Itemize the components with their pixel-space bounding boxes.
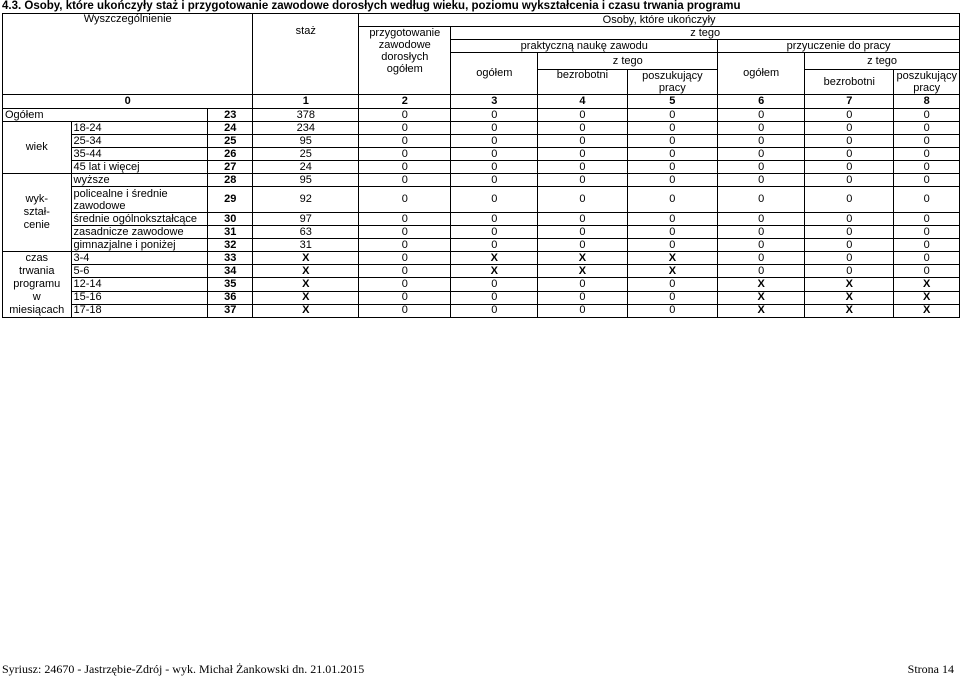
table-row (3, 187, 960, 213)
header-ogolem-przyuczenie: ogółem (718, 53, 805, 95)
cell: 95 (253, 174, 359, 187)
table-row (3, 304, 960, 317)
cell: 0 (451, 174, 538, 187)
cell: 0 (451, 135, 538, 148)
header-osoby: Osoby, które ukończyły (359, 14, 960, 27)
cell: 0 (359, 226, 451, 239)
cell: 0 (627, 109, 718, 122)
page-title: 4.3. Osoby, które ukończyły staż i przygotowanie zawodowe dorosłych według wieku, poziomu wykształcenia i czasu trwania programu (2, 0, 741, 12)
cell: X (894, 278, 960, 291)
cell: X (627, 252, 718, 265)
row-number: 25 (208, 135, 253, 148)
footer-author: Syriusz: 24670 - Jastrzębie-Zdrój - wyk. Michał Żankowski dn. 21.01.2015 (2, 662, 365, 676)
cell: X (253, 291, 359, 304)
row-number: 31 (208, 226, 253, 239)
group-label-czas-trwania: czas trwania programu w miesiącach (3, 252, 72, 318)
cell: 0 (538, 291, 627, 304)
cell: 0 (718, 252, 805, 265)
header-bezrobotni-praktyczna: bezrobotni (538, 70, 627, 95)
cell: 0 (451, 148, 538, 161)
cell: 0 (894, 265, 960, 278)
table-row (3, 252, 960, 265)
cell: 0 (538, 304, 627, 317)
row-label: 15-16 (71, 291, 208, 304)
table-row (3, 226, 960, 239)
cell: 0 (359, 135, 451, 148)
cell: 0 (805, 174, 894, 187)
cell: 0 (894, 122, 960, 135)
header-ogolem-praktyczna: ogółem (451, 53, 538, 95)
cell: 0 (805, 122, 894, 135)
cell: 0 (894, 135, 960, 148)
row-number: 27 (208, 161, 253, 174)
header-z-tego-praktyczna: z tego (538, 53, 718, 70)
table-row (3, 278, 960, 291)
header-bezrobotni-przyuczenie: bezrobotni (805, 70, 894, 95)
cell: 24 (253, 161, 359, 174)
column-number: 2 (359, 95, 451, 109)
cell: 0 (894, 174, 960, 187)
cell: 0 (805, 239, 894, 252)
cell: X (253, 252, 359, 265)
header-z-tego: z tego (451, 27, 960, 40)
cell: 97 (253, 213, 359, 226)
cell: 0 (538, 213, 627, 226)
cell: 0 (627, 187, 718, 213)
cell: 0 (538, 135, 627, 148)
row-label: 5-6 (71, 265, 208, 278)
cell: 92 (253, 187, 359, 213)
column-number: 7 (805, 95, 894, 109)
cell: 0 (627, 135, 718, 148)
cell: 0 (538, 239, 627, 252)
cell: 0 (359, 148, 451, 161)
column-number-row (3, 95, 960, 109)
column-number: 6 (718, 95, 805, 109)
cell: 0 (451, 213, 538, 226)
cell: 0 (538, 174, 627, 187)
cell: 0 (359, 278, 451, 291)
row-number: 23 (208, 109, 253, 122)
cell: 31 (253, 239, 359, 252)
cell: 0 (627, 122, 718, 135)
cell: 0 (805, 109, 894, 122)
row-label: 45 lat i więcej (71, 161, 208, 174)
cell: X (627, 265, 718, 278)
cell: 0 (538, 122, 627, 135)
row-label: średnie ogólnokształcące (71, 213, 208, 226)
cell: 0 (805, 226, 894, 239)
cell: X (538, 265, 627, 278)
cell: 63 (253, 226, 359, 239)
table-row (3, 213, 960, 226)
cell: 0 (627, 148, 718, 161)
cell: 0 (718, 122, 805, 135)
cell: X (805, 278, 894, 291)
cell: 0 (451, 304, 538, 317)
row-label-ogolem: Ogółem (3, 109, 208, 122)
cell: X (253, 278, 359, 291)
cell: X (805, 291, 894, 304)
cell: 0 (718, 148, 805, 161)
row-label: 12-14 (71, 278, 208, 291)
cell: 0 (805, 135, 894, 148)
cell: 0 (805, 252, 894, 265)
cell: 0 (805, 265, 894, 278)
header-poszukujacy-praktyczna: poszukujący pracy (627, 70, 718, 95)
cell: 0 (627, 161, 718, 174)
cell: 0 (538, 148, 627, 161)
cell: 0 (538, 278, 627, 291)
header-staz: staż (253, 14, 359, 95)
table-row (3, 239, 960, 252)
cell: 0 (538, 109, 627, 122)
row-number: 35 (208, 278, 253, 291)
cell: X (451, 265, 538, 278)
cell: X (718, 278, 805, 291)
cell: 0 (451, 161, 538, 174)
cell: 0 (451, 226, 538, 239)
cell: 0 (359, 213, 451, 226)
header-przyuczenie: przyuczenie do pracy (718, 40, 960, 53)
table-row (3, 109, 960, 122)
cell: 0 (538, 187, 627, 213)
cell: X (718, 291, 805, 304)
cell: 0 (627, 226, 718, 239)
cell: 0 (627, 174, 718, 187)
header-poszukujacy-przyuczenie: poszukujący pracy (894, 70, 960, 95)
row-number: 28 (208, 174, 253, 187)
cell: 0 (805, 187, 894, 213)
cell: 0 (894, 252, 960, 265)
header-z-tego-przyuczenie: z tego (805, 53, 960, 70)
cell: 0 (805, 161, 894, 174)
table-row (3, 122, 960, 135)
cell: 25 (253, 148, 359, 161)
row-number: 36 (208, 291, 253, 304)
column-number: 1 (253, 95, 359, 109)
header-przygotowanie: przygotowanie zawodowe dorosłych ogółem (359, 27, 451, 95)
cell: X (805, 304, 894, 317)
row-label: zasadnicze zawodowe (71, 226, 208, 239)
cell: 0 (359, 252, 451, 265)
row-label: gimnazjalne i poniżej (71, 239, 208, 252)
cell: 0 (718, 161, 805, 174)
column-number: 5 (627, 95, 718, 109)
cell: 0 (894, 109, 960, 122)
cell: 0 (359, 265, 451, 278)
cell: 0 (359, 174, 451, 187)
cell: 0 (451, 187, 538, 213)
cell: 0 (894, 226, 960, 239)
row-number: 37 (208, 304, 253, 317)
cell: 0 (718, 265, 805, 278)
cell: 0 (359, 291, 451, 304)
cell: 0 (451, 239, 538, 252)
cell: 0 (718, 226, 805, 239)
row-label: 17-18 (71, 304, 208, 317)
row-number: 24 (208, 122, 253, 135)
cell: X (253, 265, 359, 278)
table-row (3, 265, 960, 278)
row-number: 34 (208, 265, 253, 278)
column-number: 3 (451, 95, 538, 109)
column-number: 4 (538, 95, 627, 109)
cell: 0 (718, 135, 805, 148)
cell: 0 (894, 213, 960, 226)
cell: 0 (718, 187, 805, 213)
cell: 0 (894, 148, 960, 161)
cell: 0 (805, 213, 894, 226)
cell: X (718, 304, 805, 317)
cell: 0 (451, 109, 538, 122)
row-label: wyższe (71, 174, 208, 187)
cell: 0 (451, 122, 538, 135)
cell: 0 (451, 291, 538, 304)
cell: 378 (253, 109, 359, 122)
cell: X (894, 304, 960, 317)
cell: 0 (718, 239, 805, 252)
cell: 95 (253, 135, 359, 148)
cell: 0 (894, 239, 960, 252)
table-row (3, 135, 960, 148)
cell: 0 (894, 187, 960, 213)
group-label-wyksztalcenie: wyk- ształ- cenie (3, 174, 72, 252)
cell: 0 (359, 239, 451, 252)
cell: X (894, 291, 960, 304)
cell: 0 (805, 148, 894, 161)
cell: 0 (627, 304, 718, 317)
cell: 0 (627, 239, 718, 252)
row-number: 33 (208, 252, 253, 265)
cell: X (253, 304, 359, 317)
cell: 234 (253, 122, 359, 135)
cell: 0 (627, 278, 718, 291)
table-row (3, 148, 960, 161)
row-label: 3-4 (71, 252, 208, 265)
row-number: 26 (208, 148, 253, 161)
row-number: 30 (208, 213, 253, 226)
cell: 0 (627, 291, 718, 304)
group-label-wiek: wiek (3, 122, 72, 174)
column-number: 0 (3, 95, 253, 109)
row-label: 35-44 (71, 148, 208, 161)
cell: 0 (359, 304, 451, 317)
cell: 0 (359, 109, 451, 122)
cell: 0 (359, 122, 451, 135)
cell: 0 (718, 213, 805, 226)
row-number: 29 (208, 187, 253, 213)
row-label: 18-24 (71, 122, 208, 135)
cell: X (538, 252, 627, 265)
row-label: policealne i średnie zawodowe (71, 187, 208, 213)
header-praktyczna: praktyczną naukę zawodu (451, 40, 718, 53)
cell: 0 (627, 213, 718, 226)
table-row (3, 291, 960, 304)
footer-page-number: Strona 14 (907, 662, 954, 676)
cell: 0 (538, 161, 627, 174)
cell: 0 (359, 161, 451, 174)
table-row (3, 174, 960, 187)
cell: 0 (359, 187, 451, 213)
statistics-table (2, 13, 960, 318)
cell: X (451, 252, 538, 265)
column-number: 8 (894, 95, 960, 109)
cell: 0 (894, 161, 960, 174)
cell: 0 (538, 226, 627, 239)
cell: 0 (718, 109, 805, 122)
header-wyszczegolnienie: Wyszczególnienie (3, 14, 253, 95)
row-number: 32 (208, 239, 253, 252)
row-label: 25-34 (71, 135, 208, 148)
table-row (3, 161, 960, 174)
cell: 0 (451, 278, 538, 291)
cell: 0 (718, 174, 805, 187)
